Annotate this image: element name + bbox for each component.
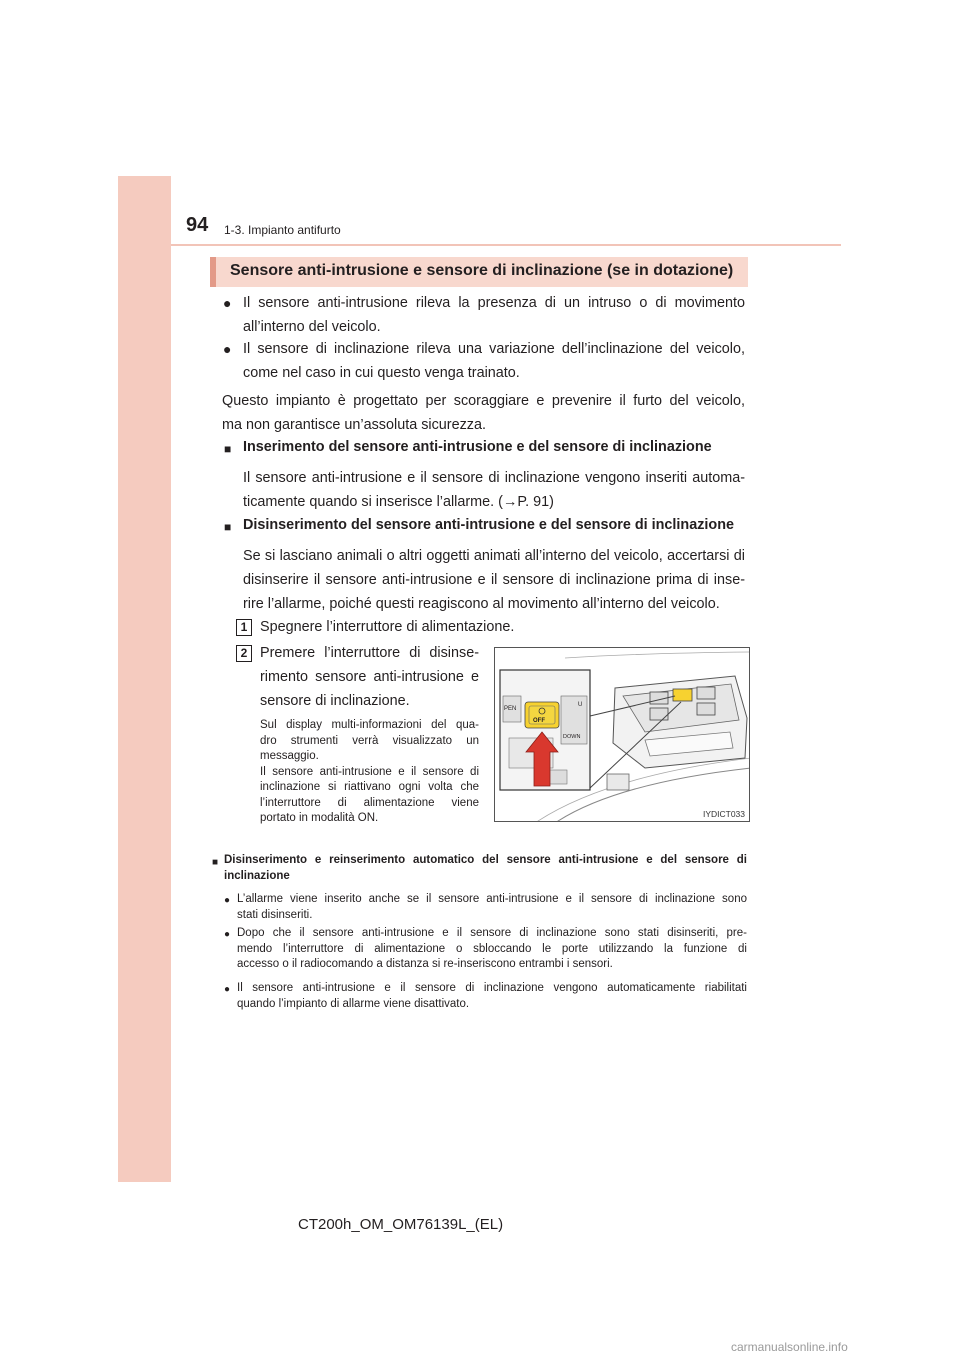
bullet-2-line-2: come nel caso in cui questo venga trainato.: [243, 365, 520, 381]
document-code: CT200h_OM_OM76139L_(EL): [298, 1216, 504, 1233]
small-bullet-icon: ●: [224, 895, 231, 906]
bullet-1-line-1: Il sensore anti-intrusione rileva la presenza di un intruso o di movimento: [243, 295, 745, 311]
square-bullet-icon: ■: [224, 520, 232, 534]
figure-up-label: U: [578, 702, 583, 708]
note-3-line-1: Il sensore anti-intrusione e il sensore di inclinazione vengono automaticamente riabilitati: [237, 982, 747, 994]
step-2-note-line-1: Sul display multi-informazioni del qua-: [260, 719, 479, 731]
step-2-note-line-7: portato in modalità ON.: [260, 812, 379, 824]
step-2-note-line-5: inclinazione si riattivano ogni volta che: [260, 781, 479, 793]
subsection-disarming-line-2: disinserire il sensore anti-intrusione e il sensore di inclinazione prima di inse-: [243, 572, 745, 588]
figure-open-label: PEN: [504, 706, 517, 712]
intro-paragraph-line-2: ma non garantisce un’assoluta sicurezza.: [222, 417, 486, 433]
step-2-line-2: rimento sensore anti-intrusione e: [260, 669, 479, 685]
step-2-note-line-3: messaggio.: [260, 750, 319, 762]
figure-button-label: OFF: [533, 718, 545, 724]
subsection-arming-line-1: Il sensore anti-intrusione e il sensore di inclinazione vengono inseriti automa-: [243, 470, 745, 486]
figure-down-label: DOWN: [563, 734, 581, 740]
small-bullet-icon: ●: [224, 929, 231, 940]
step-1-badge: 1: [236, 619, 252, 636]
running-head: 1-3. Impianto antifurto: [224, 223, 341, 237]
note-1-line-1: L’allarme viene inserito anche se il sensore anti-intrusione e il sensore di inclinazione sono: [237, 893, 747, 905]
notes-title-line-1: Disinserimento e reinserimento automatico del sensore anti-intrusione e del sensore di: [224, 854, 747, 866]
subsection-arming-line-2: ticamente quando si inserisce l’allarme. (→P. 91): [243, 494, 554, 510]
overhead-console-illustration: [495, 648, 750, 822]
step-2-line-3: sensore di inclinazione.: [260, 693, 410, 709]
step-1-text: Spegnere l’interruttore di alimentazione.: [260, 619, 515, 635]
intro-paragraph-line-1: Questo impianto è progettato per scoraggiare e prevenire il furto del veicolo,: [222, 393, 745, 409]
section-banner: [210, 257, 748, 287]
note-2-line-3: accesso o il radiocomando a distanza si re-inseriscono entrambi i sensori.: [237, 958, 613, 970]
overhead-console-figure: [494, 647, 750, 822]
page-number: 94: [186, 214, 209, 236]
chapter-sidebar-tab: [118, 176, 171, 1182]
note-1-line-2: stati disinseriti.: [237, 908, 313, 921]
section-title: Sensore anti-intrusione e sensore di inclinazione (se in dotazione): [230, 262, 734, 279]
bullet-2-line-1: Il sensore di inclinazione rileva una variazione dell’inclinazione del veicolo,: [243, 341, 745, 357]
note-2-line-1: Dopo che il sensore anti-intrusione e il sensore di inclinazione sono stati disinseriti, pre-: [237, 927, 747, 939]
small-bullet-icon: ●: [224, 984, 231, 995]
watermark: carmanualsonline.info: [731, 1340, 848, 1354]
subsection-disarming-line-3: rire l’allarme, poiché questi reagiscono al movimento all’interno del veicolo.: [243, 596, 720, 612]
subsection-disarming-line-1: Se si lasciano animali o altri oggetti animati all’interno del veicolo, accertarsi di: [243, 548, 745, 564]
step-2-badge: 2: [236, 645, 252, 662]
highlighted-switch: [673, 689, 692, 701]
note-3-line-2: quando l’impianto di allarme viene disattivato.: [237, 997, 470, 1010]
header-rule: [171, 244, 841, 246]
bullet-icon: ●: [223, 341, 232, 357]
subsection-arming-title: Inserimento del sensore anti-intrusione e del sensore di inclinazione: [243, 439, 712, 455]
subsection-disarming-title: Disinserimento del sensore anti-intrusione e del sensore di inclinazione: [243, 517, 735, 533]
step-2-note-line-4: Il sensore anti-intrusione e il sensore di: [260, 765, 479, 778]
step-2-note-line-2: dro strumenti verrà visualizzato un: [260, 734, 479, 747]
step-2-line-1: Premere l’interruttore di disinse-: [260, 645, 479, 661]
notes-title-line-2: inclinazione: [224, 869, 290, 882]
square-bullet-icon: ■: [212, 857, 219, 868]
step-2-note-line-6: l’interruttore di alimentazione viene: [260, 796, 479, 809]
note-2-line-2: mendo l’interruttore di alimentazione o sbloccando le porte utilizzando la funzione di: [237, 942, 747, 955]
figure-code: IYDICT033: [702, 809, 745, 819]
square-bullet-icon: ■: [224, 442, 232, 456]
bullet-1-line-2: all’interno del veicolo.: [243, 319, 381, 335]
bullet-icon: ●: [223, 295, 232, 311]
